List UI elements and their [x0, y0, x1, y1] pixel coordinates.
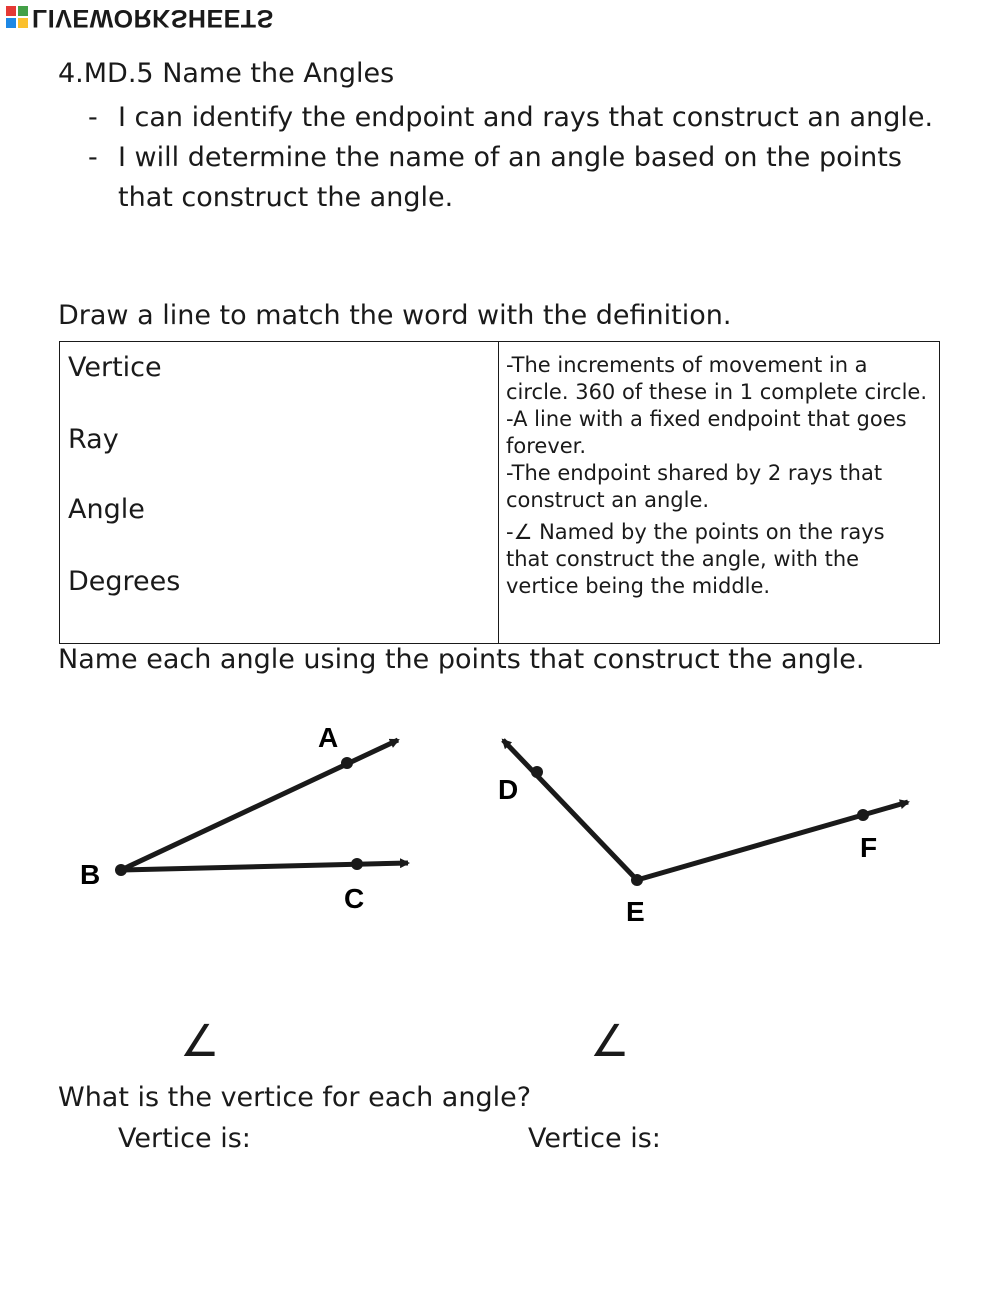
definition-ray[interactable]: -A line with a fixed endpoint that goes forever. — [506, 407, 907, 458]
definition-degrees[interactable]: -The increments of movement in a circle. 360 of these in 1 complete circle. — [506, 353, 928, 404]
name-angle-instruction: Name each angle using the points that construct the angle. — [58, 644, 865, 675]
point-b — [115, 864, 127, 876]
label-f: F — [860, 832, 878, 863]
point-e — [631, 874, 643, 886]
logo-blocks-icon — [6, 6, 28, 28]
word-ray[interactable]: Ray — [68, 424, 119, 455]
ray-ed — [503, 740, 637, 880]
angle-answer-1[interactable]: ∠ — [180, 1016, 220, 1067]
definitions-column — [499, 342, 940, 644]
point-f — [857, 809, 869, 821]
word-angle[interactable]: Angle — [68, 494, 145, 525]
label-e: E — [626, 896, 645, 927]
vertice-answer-2[interactable]: Vertice is: — [528, 1123, 661, 1154]
vertice-answer-1[interactable]: Vertice is: — [118, 1123, 251, 1154]
objective-item: - I will determine the name of an angle based on the points that construct the angle. — [88, 142, 902, 213]
logo-text: LIVEWORKSHEETS — [32, 3, 274, 32]
label-b: B — [80, 859, 101, 890]
words-column — [60, 342, 499, 644]
point-c — [351, 858, 363, 870]
definition-vertice[interactable]: -The endpoint shared by 2 rays that construct an angle. — [506, 461, 883, 512]
angle-abc — [80, 722, 408, 914]
match-table — [59, 341, 940, 644]
objective-item: - I can identify the endpoint and rays that construct an angle. — [88, 102, 934, 133]
ray-ba — [121, 740, 398, 870]
vertice-question: What is the vertice for each angle? — [58, 1082, 532, 1113]
label-d: D — [498, 774, 519, 805]
word-vertice[interactable]: Vertice — [68, 352, 162, 383]
ray-bc — [121, 863, 408, 870]
angle-def — [498, 740, 908, 927]
objectives-list — [88, 98, 948, 218]
match-instruction: Draw a line to match the word with the definition. — [58, 300, 732, 331]
point-a — [341, 757, 353, 769]
word-degrees[interactable]: Degrees — [68, 566, 181, 597]
angle-answer-2[interactable]: ∠ — [590, 1016, 630, 1067]
label-a: A — [318, 722, 339, 753]
point-d — [531, 766, 543, 778]
worksheet-title: 4.MD.5 Name the Angles — [58, 58, 395, 89]
angle-diagrams — [60, 700, 940, 940]
liveworksheets-logo — [6, 4, 274, 30]
definition-angle[interactable]: -∠ Named by the points on the rays that construct the angle, with the vertice being the middle. — [506, 520, 885, 598]
label-c: C — [344, 883, 365, 914]
